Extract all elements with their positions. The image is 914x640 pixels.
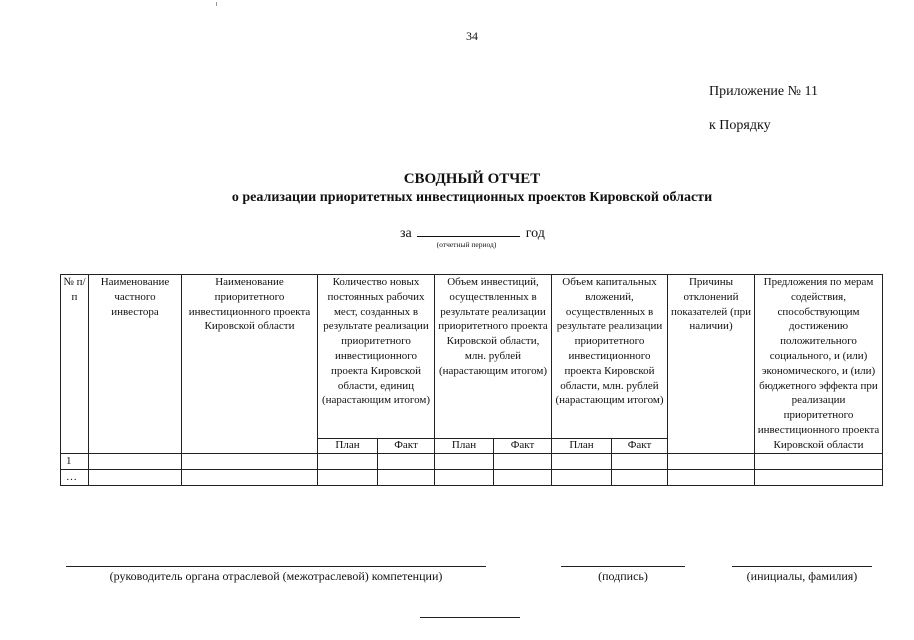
table-cell[interactable]: [494, 453, 552, 469]
table-cell[interactable]: [182, 469, 318, 485]
table-cell[interactable]: [668, 469, 755, 485]
appendix-label: Приложение № 11: [709, 84, 818, 99]
subheader-fact-investments: Факт: [494, 438, 552, 453]
table-cell[interactable]: [435, 453, 494, 469]
order-reference: к Порядку: [709, 118, 771, 133]
table-cell[interactable]: [318, 469, 378, 485]
signature-label-head: (руководитель органа отраслевой (межотраслевой) компетенции): [109, 569, 443, 583]
subheader-fact-jobs: Факт: [378, 438, 435, 453]
header-investments: Объем инвестиций, осуществленных в результате реализации приоритетного проекта Кировской области, млн. рублей (нарастающим итогом): [435, 275, 552, 439]
scan-speck: [216, 2, 217, 6]
signature-label-name: (инициалы, фамилия): [746, 569, 858, 583]
table-row: [61, 453, 883, 469]
table-cell[interactable]: [612, 469, 668, 485]
period-input-line[interactable]: [417, 224, 520, 237]
table-cell[interactable]: [378, 453, 435, 469]
signature-line-head: [66, 566, 486, 567]
subheader-fact-capital: Факт: [612, 438, 668, 453]
period-hint: (отчетный период): [436, 240, 497, 249]
header-proposals: Предложения по мерам содействия, способствующим достижению положительного социального, и (или) экономического, и (или) бюджетного эффекта при реализации приоритетного инвестиционного проекта Кировской области: [755, 275, 883, 454]
report-table: [60, 274, 883, 486]
signature-line-sign: [561, 566, 685, 567]
header-capital: Объем капитальных вложений, осуществленных в результате реализации приоритетного инвестиционного проекта Кировской области, млн. рублей (нарастающим итогом): [552, 275, 668, 439]
table-cell[interactable]: [612, 453, 668, 469]
table-cell[interactable]: [552, 469, 612, 485]
row-number: …: [61, 469, 89, 485]
signature-line-name: [732, 566, 872, 567]
table-cell[interactable]: [182, 453, 318, 469]
page-number: 34: [466, 29, 478, 43]
table-cell[interactable]: [435, 469, 494, 485]
header-num: № п/п: [61, 275, 89, 454]
subheader-plan-investments: План: [435, 438, 494, 453]
row-number: 1: [61, 453, 89, 469]
report-title: СВОДНЫЙ ОТЧЕТ: [403, 171, 541, 187]
subheader-plan-jobs: План: [318, 438, 378, 453]
table-row: [61, 469, 883, 485]
subheader-plan-capital: План: [552, 438, 612, 453]
header-reasons: Причины отклонений показателей (при наличии): [668, 275, 755, 454]
period-prefix: за: [400, 226, 412, 241]
table-cell[interactable]: [494, 469, 552, 485]
header-jobs: Количество новых постоянных рабочих мест, созданных в результате реализации приоритетного инвестиционного проекта Кировской области, единиц (нарастающим итогом): [318, 275, 435, 439]
closing-line: [420, 617, 520, 618]
header-project: Наименование приоритетного инвестиционного проекта Кировской области: [182, 275, 318, 454]
table-cell[interactable]: [755, 453, 883, 469]
header-investor: Наименование частного инвестора: [89, 275, 182, 454]
table-cell[interactable]: [378, 469, 435, 485]
table-cell[interactable]: [668, 453, 755, 469]
report-subtitle: о реализации приоритетных инвестиционных проектов Кировской области: [231, 190, 713, 205]
table-cell[interactable]: [755, 469, 883, 485]
table-cell[interactable]: [89, 469, 182, 485]
signature-label-sign: (подпись): [598, 569, 648, 583]
table-cell[interactable]: [552, 453, 612, 469]
period-suffix: год: [525, 226, 545, 241]
table-cell[interactable]: [89, 453, 182, 469]
table-cell[interactable]: [318, 453, 378, 469]
